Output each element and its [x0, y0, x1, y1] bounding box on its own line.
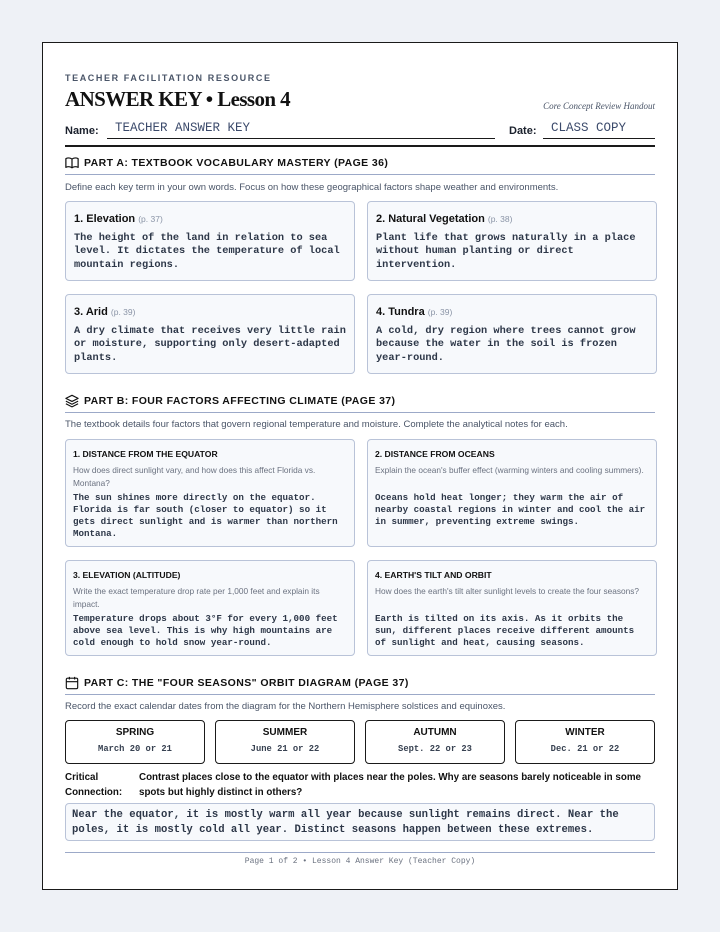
factor-answer: Earth is tilted on its axis. As it orbits the sun, different places receive different amounts of sunlight and heat, causing seasons. — [375, 613, 635, 648]
part-a-header — [65, 153, 655, 175]
vocab-answer: A dry climate that receives very little rain or moisture, supporting only desert-adapted plants. — [74, 325, 346, 364]
factor-title: 1. DISTANCE FROM THE EQUATOR — [73, 449, 218, 459]
factor-prompt: How does direct sunlight vary, and how does this affect Florida vs. Montana? — [73, 465, 316, 488]
part-b-description: The textbook details four factors that govern regional temperature and moisture. Complete the analytical notes for each. — [65, 419, 568, 430]
season-date: March 20 or 21 — [98, 744, 172, 754]
vocab-answer: Plant life that grows naturally in a place without human planting or direct intervention. — [376, 232, 636, 271]
critical-connection-label: Critical Connection: — [65, 772, 123, 798]
vocab-card-arid — [65, 294, 355, 374]
season-box-spring — [65, 720, 205, 764]
vocab-card-elevation — [65, 201, 355, 281]
part-b-header — [65, 391, 655, 413]
page-title: ANSWER KEY • Lesson 4 — [65, 87, 291, 111]
handout-label: Core Concept Review Handout — [543, 101, 655, 111]
factor-prompt: Explain the ocean's buffer effect (warming winters and cooling summers). — [375, 465, 644, 475]
season-name: SPRING — [115, 727, 155, 738]
season-box-winter — [515, 720, 655, 764]
season-box-summer — [215, 720, 355, 764]
factor-prompt: How does the earth's tilt alter sunlight levels to create the four seasons? — [375, 586, 640, 596]
page-footer: Page 1 of 2 • Lesson 4 Answer Key (Teacher Copy) — [244, 857, 476, 866]
part-c-description: Record the exact calendar dates from the diagram for the Northern Hemisphere solstices and equinoxes. — [65, 701, 506, 712]
vocab-term: 3. Arid (p. 39) — [74, 306, 136, 318]
factor-card-tilt-orbit — [367, 560, 657, 656]
vocab-card-natural-vegetation — [367, 201, 657, 281]
part-c-title: PART C: THE "FOUR SEASONS" ORBIT DIAGRAM (PAGE 37) — [84, 677, 409, 689]
season-name: WINTER — [565, 727, 605, 738]
factor-card-equator — [65, 439, 355, 547]
critical-connection-question: Contrast places close to the equator with places near the poles. Why are seasons barely noticeable in some spots but highly distinct in others? — [139, 772, 641, 798]
part-a-title: PART A: TEXTBOOK VOCABULARY MASTERY (PAGE 36) — [84, 157, 389, 169]
season-date: Dec. 21 or 22 — [550, 744, 620, 754]
vocab-card-tundra — [367, 294, 657, 374]
vocab-term: 4. Tundra (p. 39) — [376, 306, 453, 318]
factor-answer: Temperature drops about 3°F for every 1,000 feet above sea level. This is why high mountains are cold enough to hold snow year-round. — [73, 613, 338, 648]
resource-label: TEACHER FACILITATION RESOURCE — [65, 73, 272, 83]
part-c-header — [65, 673, 655, 695]
part-b-title: PART B: FOUR FACTORS AFFECTING CLIMATE (PAGE 37) — [84, 395, 396, 407]
season-date: Sept. 22 or 23 — [398, 744, 472, 754]
page-ref: (p. 39) — [110, 307, 136, 317]
vocab-answer: The height of the land in relation to sea level. It dictates the temperature of local mountain regions. — [74, 232, 340, 271]
factor-answer: Oceans hold heat longer; they warm the air of nearby coastal regions in winter and cool the air in summer, preventing extreme swings. — [375, 492, 646, 527]
factor-title: 4. EARTH'S TILT AND ORBIT — [375, 570, 492, 580]
book-icon — [65, 156, 79, 170]
factor-card-elevation — [65, 560, 355, 656]
worksheet-page — [42, 42, 678, 890]
factor-title: 3. ELEVATION (ALTITUDE) — [73, 570, 181, 580]
date-label: Date: — [509, 125, 537, 137]
factor-card-oceans — [367, 439, 657, 547]
footer-divider — [65, 852, 655, 853]
name-date-row — [65, 121, 655, 143]
factor-title: 2. DISTANCE FROM OCEANS — [375, 449, 495, 459]
name-label: Name: — [65, 125, 99, 137]
critical-connection-answer: Near the equator, it is mostly warm all year because sunlight remains direct. Near the poles, it is mostly cold all year. Distinct seasons happen between these extremes. — [65, 803, 655, 841]
page-ref: (p. 38) — [487, 214, 513, 224]
vocab-term: 2. Natural Vegetation (p. 38) — [376, 213, 513, 225]
date-field[interactable]: CLASS COPY — [543, 121, 655, 139]
vocab-answer: A cold, dry region where trees cannot grow because the water in the soil is frozen year-round. — [376, 325, 636, 364]
name-field[interactable]: TEACHER ANSWER KEY — [107, 121, 495, 139]
season-date: June 21 or 22 — [250, 744, 320, 754]
season-name: SUMMER — [262, 727, 308, 738]
vocab-term: 1. Elevation (p. 37) — [74, 213, 163, 225]
season-box-autumn — [365, 720, 505, 764]
page-ref: (p. 39) — [427, 307, 453, 317]
factor-answer: The sun shines more directly on the equator. Florida is far south (closer to equator) so it gets direct sunlight and is warmer than northern Montana. — [73, 492, 338, 539]
season-name: AUTUMN — [413, 727, 457, 738]
header-divider — [65, 145, 655, 147]
layers-icon — [65, 394, 79, 408]
calendar-icon — [65, 676, 79, 690]
part-a-description: Define each key term in your own words. Focus on how these geographical factors shape weather and environments. — [65, 182, 559, 193]
page-ref: (p. 37) — [138, 214, 163, 224]
factor-prompt: Write the exact temperature drop rate per 1,000 feet and explain its impact. — [73, 586, 320, 609]
